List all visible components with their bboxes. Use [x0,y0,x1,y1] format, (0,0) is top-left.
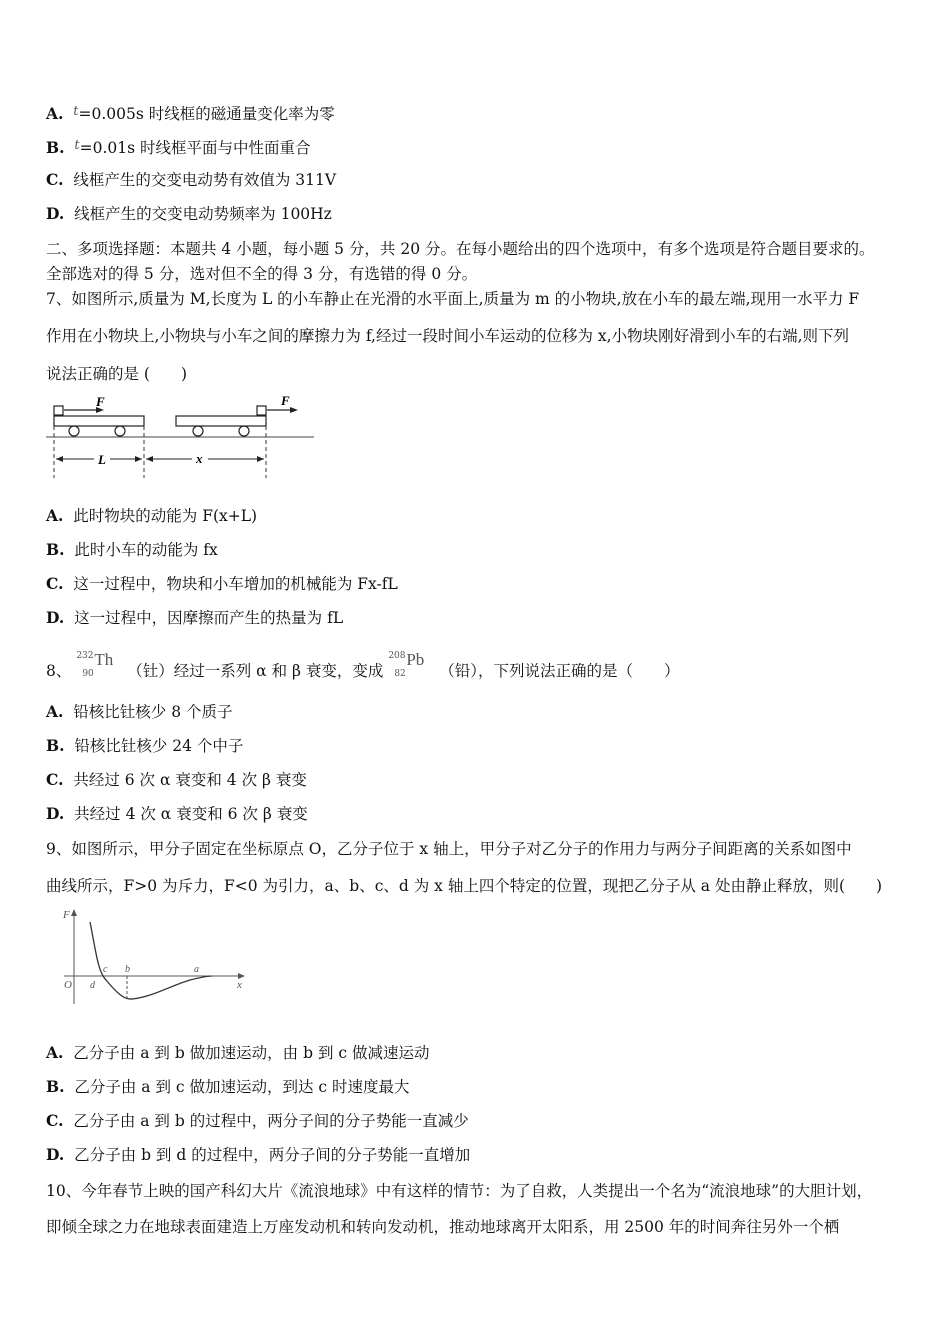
q7-stem-line2: 作用在小物块上,小物块与小车之间的摩擦力为 f,经过一段时间小车运动的位移为 x,小物块刚好滑到小车的右端,则下列 [46,327,849,345]
point-c-label: c [103,964,108,975]
q6-option-b: B. $^t$=0.01s 时线框平面与中性面重合 [46,138,311,157]
force-curve [90,922,212,999]
q6-option-c: C. 线框产生的交变电动势有效值为 311V [46,170,337,189]
block-final [257,406,266,415]
point-d-label: d [90,980,95,991]
block-initial [54,406,63,415]
axis-f-label: F [63,909,70,921]
length-label: L [98,452,106,467]
q9-option-b: B. 乙分子由 a 到 c 做加速运动，到达 c 时速度最大 [46,1077,410,1096]
displacement-label: x [196,451,203,466]
origin-label: O [64,979,72,991]
q8-stem: 8、 232 90 Th （钍）经过一系列 α 和 β 衰变，变成 208 82 Pb （铅），下列说法正确的是（ ） [46,650,680,680]
q8-option-c: C. 共经过 6 次 α 衰变和 4 次 β 衰变 [46,770,307,789]
q9-stem-line1: 9、如图所示，甲分子固定在坐标原点 O，乙分子位于 x 轴上，甲分子对乙分子的作用力与两分子间距离的关系如图中 [46,840,852,858]
point-b-label: b [125,964,130,975]
q7-cart-figure [46,392,316,482]
q10-stem-line1: 10、今年春节上映的国产科幻大片《流浪地球》中有这样的情节：为了自救，人类提出一个名为“流浪地球”的大胆计划， [46,1182,873,1200]
force-label-2: F [281,393,290,408]
q9-stem-line2: 曲线所示，F>0 为斥力，F<0 为引力，a、b、c、d 为 x 轴上四个特定的位置，现把乙分子从 a 处由静止释放，则( ) [46,877,883,895]
lead-nuclide: 208 82 Pb [388,650,425,679]
thorium-nuclide: 232 90 Th [76,650,114,679]
q7-option-b: B. 此时小车的动能为 fx [46,540,218,559]
q6-option-d: D. 线框产生的交变电动势频率为 100Hz [46,204,332,223]
section2-line2: 全部选对的得 5 分，选对但不全的得 3 分，有选错的得 0 分。 [46,265,478,283]
q7-stem-line3: 说法正确的是 ( ) [46,365,188,383]
q9-option-a: A. 乙分子由 a 到 b 做加速运动，由 b 到 c 做减速运动 [46,1043,430,1062]
axis-x-label: x [237,979,242,991]
q9-force-curve-figure [60,906,260,1010]
q8-option-a: A. 铅核比钍核少 8 个质子 [46,702,233,721]
q9-option-c: C. 乙分子由 a 到 b 的过程中，两分子间的分子势能一直减少 [46,1111,469,1130]
section2-line1: 二、多项选择题：本题共 4 小题，每小题 5 分，共 20 分。在每小题给出的四个选项中，有多个选项是符合题目要求的。 [46,240,875,258]
q7-option-a: A. 此时物块的动能为 F(x+L) [46,506,258,525]
q10-stem-line2: 即倾全球之力在地球表面建造上万座发动机和转向发动机，推动地球离开太阳系，用 2500 年的时间奔往另外一个栖 [46,1218,840,1236]
cart-final [176,416,266,426]
cart-initial [54,416,144,426]
q7-option-c: C. 这一过程中，物块和小车增加的机械能为 Fx-fL [46,574,398,593]
q8-option-d: D. 共经过 4 次 α 衰变和 6 次 β 衰变 [46,804,308,823]
q8-option-b: B. 铅核比钍核少 24 个中子 [46,736,244,755]
q9-option-d: D. 乙分子由 b 到 d 的过程中，两分子间的分子势能一直增加 [46,1145,471,1164]
q6-option-a: A. $^t$=0.005s 时线框的磁通量变化率为零 [46,104,335,123]
q7-option-d: D. 这一过程中，因摩擦而产生的热量为 fL [46,608,344,627]
point-a-label: a [194,964,199,975]
force-label-1: F [96,394,105,409]
q7-stem-line1: 7、如图所示,质量为 M,长度为 L 的小车静止在光滑的水平面上,质量为 m 的小物块,放在小车的最左端,现用一水平力 F [46,290,860,308]
